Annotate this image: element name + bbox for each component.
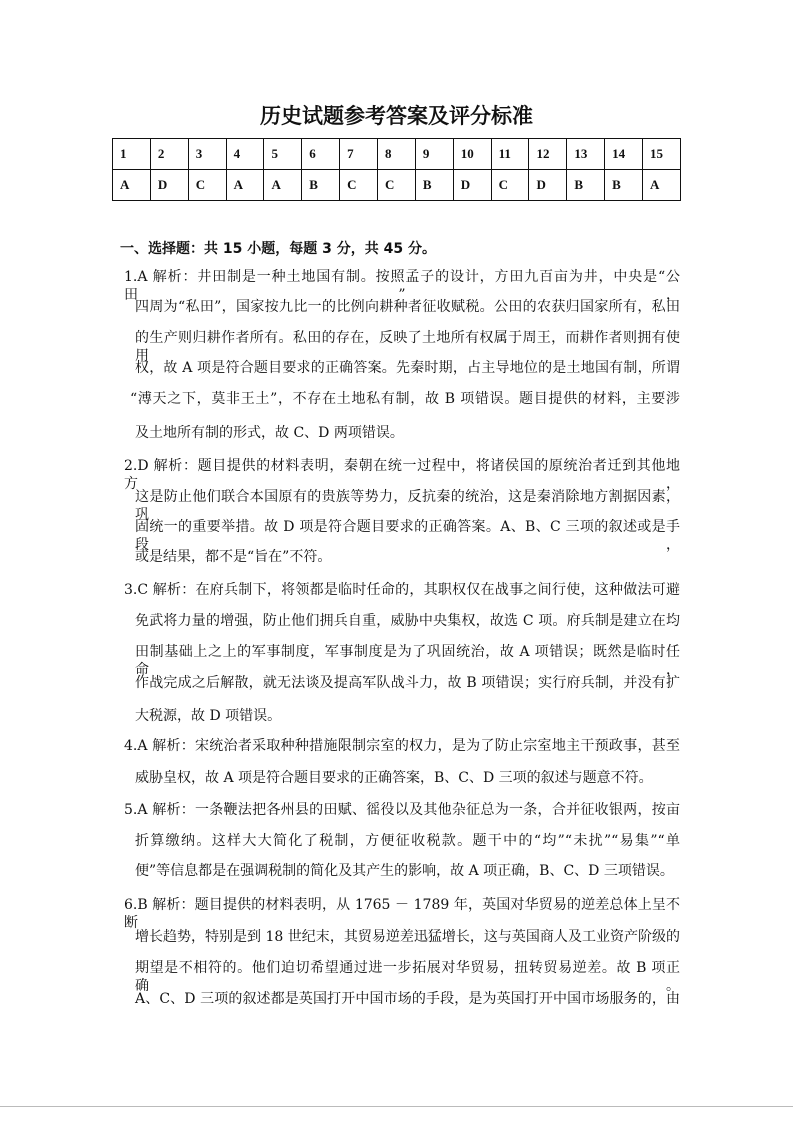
answer-cell: C [378, 170, 416, 201]
explanation-line: 四周为“私田”，国家按九比一的比例向耕种者征收赋税。公田的农获归国家所有，私田 [135, 299, 680, 315]
explanation-line: 田制基础上之上的军事制度，军事制度是为了巩固统治，故 A 项错误；既然是临时任命， [135, 644, 680, 678]
explanation-line: 权，故 A 项是符合题目要求的正确答案。先秦时期，占主导地位的是土地国有制，所谓 [135, 360, 680, 376]
explanation-line: 期望是不相符的。他们迫切希望通过进一步拓展对华贸易，扭转贸易逆差。故 B 项正确。 [135, 960, 680, 994]
question-number-cell: 12 [529, 139, 567, 170]
answer-cell: C [340, 170, 378, 201]
answer-cell: D [529, 170, 567, 201]
explanation-line: 的生产则归耕作者所有。私田的存在，反映了土地所有权属于周王，而耕作者则拥有使用 [135, 330, 680, 364]
answer-cell: B [302, 170, 340, 201]
question-number-cell: 6 [302, 139, 340, 170]
explanation-line: 及土地所有制的形式，故 C、D 两项错误。 [135, 425, 404, 441]
explanation-line: 便”等信息都是在强调税制的简化及其产生的影响，故 A 项正确，B、C、D 三项错误。 [135, 863, 674, 879]
question-number-row [113, 139, 681, 170]
question-number-cell: 3 [188, 139, 226, 170]
explanation-line: 这是防止他们联合本国原有的贵族等势力，反抗秦的统治，这是秦消除地方割据因素，巩 [135, 489, 680, 523]
explanation-first-line: 5.A 解析：一条鞭法把各州县的田赋、徭役以及其他杂征总为一条，合并征收银两，按亩 [124, 802, 680, 818]
answer-cell: C [491, 170, 529, 201]
question-number-cell: 15 [643, 139, 681, 170]
explanation-line: 大税源，故 D 项错误。 [135, 708, 282, 724]
question-number-cell: 11 [491, 139, 529, 170]
question-number-cell: 8 [378, 139, 416, 170]
answer-cell: B [567, 170, 605, 201]
question-number-cell: 10 [453, 139, 491, 170]
answer-cell: A [643, 170, 681, 201]
explanation-line: 或是结果，都不是“旨在”不符。 [135, 549, 332, 565]
page-title: 历史试题参考答案及评分标准 [260, 104, 533, 128]
answer-table [112, 138, 681, 201]
explanation-first-line: 4.A 解析：宋统治者采取种种措施限制宗室的权力，是为了防止宗室地主干预政事，甚至 [124, 738, 680, 754]
page-divider [0, 1106, 793, 1107]
answer-cell: C [188, 170, 226, 201]
answer-cell: A [264, 170, 302, 201]
explanation-line: 固统一的重要举措。故 D 项是符合题目要求的正确答案。A、B、C 三项的叙述或是手段， [135, 519, 680, 553]
answer-cell: B [605, 170, 643, 201]
question-number-cell: 2 [150, 139, 188, 170]
explanation-first-line: 6.B 解析：题目提供的材料表明，从 1765 － 1789 年，英国对华贸易的逆差总体上呈不断 [124, 897, 680, 931]
question-number-cell: 14 [605, 139, 643, 170]
explanation-line: A、C、D 三项的叙述都是英国打开中国市场的手段，是为英国打开中国市场服务的，由 [135, 991, 680, 1007]
question-number-cell: 5 [264, 139, 302, 170]
question-number-cell: 1 [113, 139, 151, 170]
explanation-line: 威胁皇权，故 A 项是符合题目要求的正确答案，B、C、D 三项的叙述与题意不符。 [135, 770, 653, 786]
explanation-line: 作战完成之后解散，就无法谈及提高军队战斗力，故 B 项错误；实行府兵制，并没有扩 [135, 675, 680, 691]
explanation-line: 折算缴纳。这样大大简化了税制，方便征收税款。题干中的“均”“未扰”“易集”“单 [135, 833, 680, 849]
answer-cell: D [150, 170, 188, 201]
question-number-cell: 9 [415, 139, 453, 170]
answer-cell: A [226, 170, 264, 201]
explanation-line: 增长趋势，特别是到 18 世纪末，其贸易逆差迅猛增长，这与英国商人及工业资产阶级的 [135, 929, 680, 945]
question-number-cell: 13 [567, 139, 605, 170]
explanation-first-line: 1.A 解析：井田制是一种土地国有制。按照孟子的设计，方田九百亩为井，中央是“公田”， [124, 269, 680, 303]
explanation-first-line: 3.C 解析：在府兵制下，将领都是临时任命的，其职权仅在战事之间行使，这种做法可避 [124, 582, 680, 598]
answer-cell: A [113, 170, 151, 201]
answer-row [113, 170, 681, 201]
answer-cell: B [415, 170, 453, 201]
explanation-line: 免武将力量的增强，防止他们拥兵自重，威胁中央集权，故选 C 项。府兵制是建立在均 [135, 613, 680, 629]
explanation-line: “溥天之下，莫非王土”，不存在土地私有制，故 B 项错误。题目提供的材料，主要涉 [130, 391, 680, 407]
question-number-cell: 4 [226, 139, 264, 170]
explanation-first-line: 2.D 解析：题目提供的材料表明，秦朝在统一过程中，将诸侯国的原统治者迁到其他地方， [124, 458, 680, 492]
section-heading: 一、选择题：共 15 小题，每题 3 分，共 45 分。 [120, 241, 436, 257]
question-number-cell: 7 [340, 139, 378, 170]
answer-cell: D [453, 170, 491, 201]
